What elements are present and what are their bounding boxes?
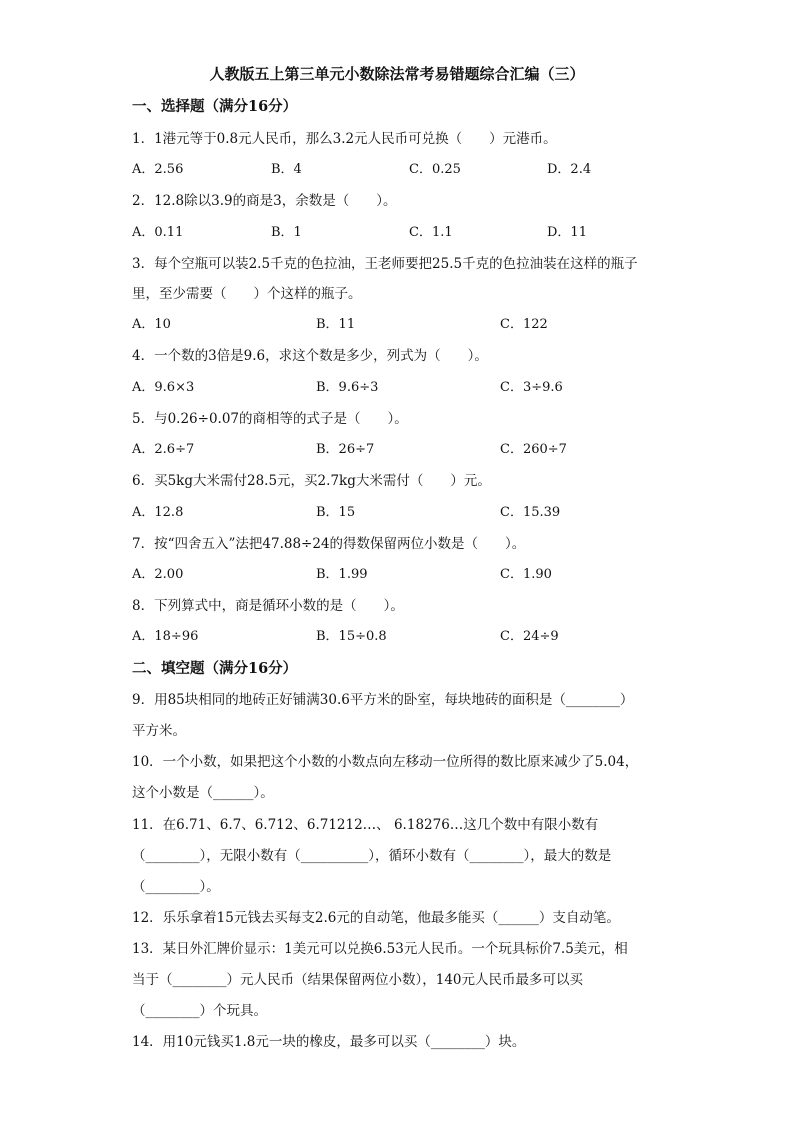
question-13-line-3: （________）个玩具。	[132, 1003, 267, 1019]
q5-option-c: C．260÷7	[500, 442, 567, 457]
question-9-line-2: 平方米。	[132, 723, 186, 739]
q3-option-b: B．11	[316, 317, 356, 332]
q5-option-a: A．2.6÷7	[132, 442, 195, 457]
question-5: 5．与0.26÷0.07的商相等的式子是（ ）。	[132, 411, 408, 427]
question-4: 4．一个数的3倍是9.6，求这个数是多少，列式为（ ）。	[132, 348, 488, 364]
section-choice-heading: 一、选择题（满分16分）	[132, 98, 298, 115]
q2-option-c: C．1.1	[409, 225, 453, 240]
q1-option-d: D．2.4	[547, 162, 592, 177]
question-11-line-1: 11．在6.71、6.7、6.712、6.71212…、 6.18276…这几个数中有限小数有	[132, 817, 599, 833]
section-fill-heading: 二、填空题（满分16分）	[132, 660, 298, 677]
q1-option-a: A．2.56	[132, 162, 184, 177]
question-1: 1．1港元等于0.8元人民币，那么3.2元人民币可兑换（ ）元港币。	[132, 131, 557, 147]
q4-option-b: B．9.6÷3	[316, 380, 379, 395]
q7-option-a: A．2.00	[132, 567, 184, 582]
q5-option-b: B．26÷7	[316, 442, 375, 457]
q4-option-a: A．9.6×3	[132, 380, 195, 395]
question-13-line-2: 当于（________）元人民币（结果保留两位小数），140元人民币最多可以买	[132, 972, 584, 988]
question-2: 2．12.8除以3.9的商是3，余数是（ ）。	[132, 193, 397, 209]
question-10-line-1: 10．一个小数，如果把这个小数的小数点向左移动一位所得的数比原来减少了5.04，	[132, 754, 639, 770]
q8-option-c: C．24÷9	[500, 629, 559, 644]
q6-option-b: B．15	[316, 505, 356, 520]
q2-option-d: D．11	[547, 225, 587, 240]
q1-option-c: C．0.25	[409, 162, 461, 177]
q2-option-b: B．1	[271, 225, 302, 240]
q7-option-c: C．1.90	[500, 567, 552, 582]
question-3-line-1: 3．每个空瓶可以装2.5千克的色拉油，王老师要把25.5千克的色拉油装在这样的瓶子	[132, 256, 638, 272]
question-10-line-2: 这个小数是（______）。	[132, 785, 274, 801]
q3-option-a: A．10	[132, 317, 171, 332]
question-12: 12．乐乐拿着15元钱去买每支2.6元的自动笔，他最多能买（______）支自动笔。	[132, 910, 620, 926]
q3-option-c: C．122	[500, 317, 548, 332]
q7-option-b: B．1.99	[316, 567, 368, 582]
question-7: 7．按“四舍五入”法把47.88÷24的得数保留两位小数是（ ）。	[132, 536, 526, 552]
q8-option-b: B．15÷0.8	[316, 629, 387, 644]
question-3-line-2: 里，至少需要（ ）个这样的瓶子。	[132, 286, 362, 302]
q2-option-a: A．0.11	[132, 225, 184, 240]
q4-option-c: C．3÷9.6	[500, 380, 563, 395]
page-title: 人教版五上第三单元小数除法常考易错题综合汇编（三）	[209, 65, 585, 83]
q8-option-a: A．18÷96	[132, 629, 199, 644]
question-11-line-3: （________）。	[132, 879, 220, 895]
q6-option-c: C．15.39	[500, 505, 561, 520]
q6-option-a: A．12.8	[132, 505, 184, 520]
question-11-line-2: （________），无限小数有（__________），循环小数有（________），最大的数是	[132, 848, 612, 864]
question-9-line-1: 9．用85块相同的地砖正好铺满30.6平方米的卧室，每块地砖的面积是（________）	[132, 692, 634, 708]
q1-option-b: B．4	[271, 162, 302, 177]
question-14: 14．用10元钱买1.8元一块的橡皮，最多可以买（________）块。	[132, 1034, 526, 1050]
question-13-line-1: 13．某日外汇牌价显示：1美元可以兑换6.53元人民币。一个玩具标价7.5美元，相	[132, 941, 628, 957]
question-6: 6．买5kg大米需付28.5元，买2.7kg大米需付（ ）元。	[132, 473, 491, 489]
question-8: 8．下列算式中，商是循环小数的是（ ）。	[132, 598, 404, 614]
